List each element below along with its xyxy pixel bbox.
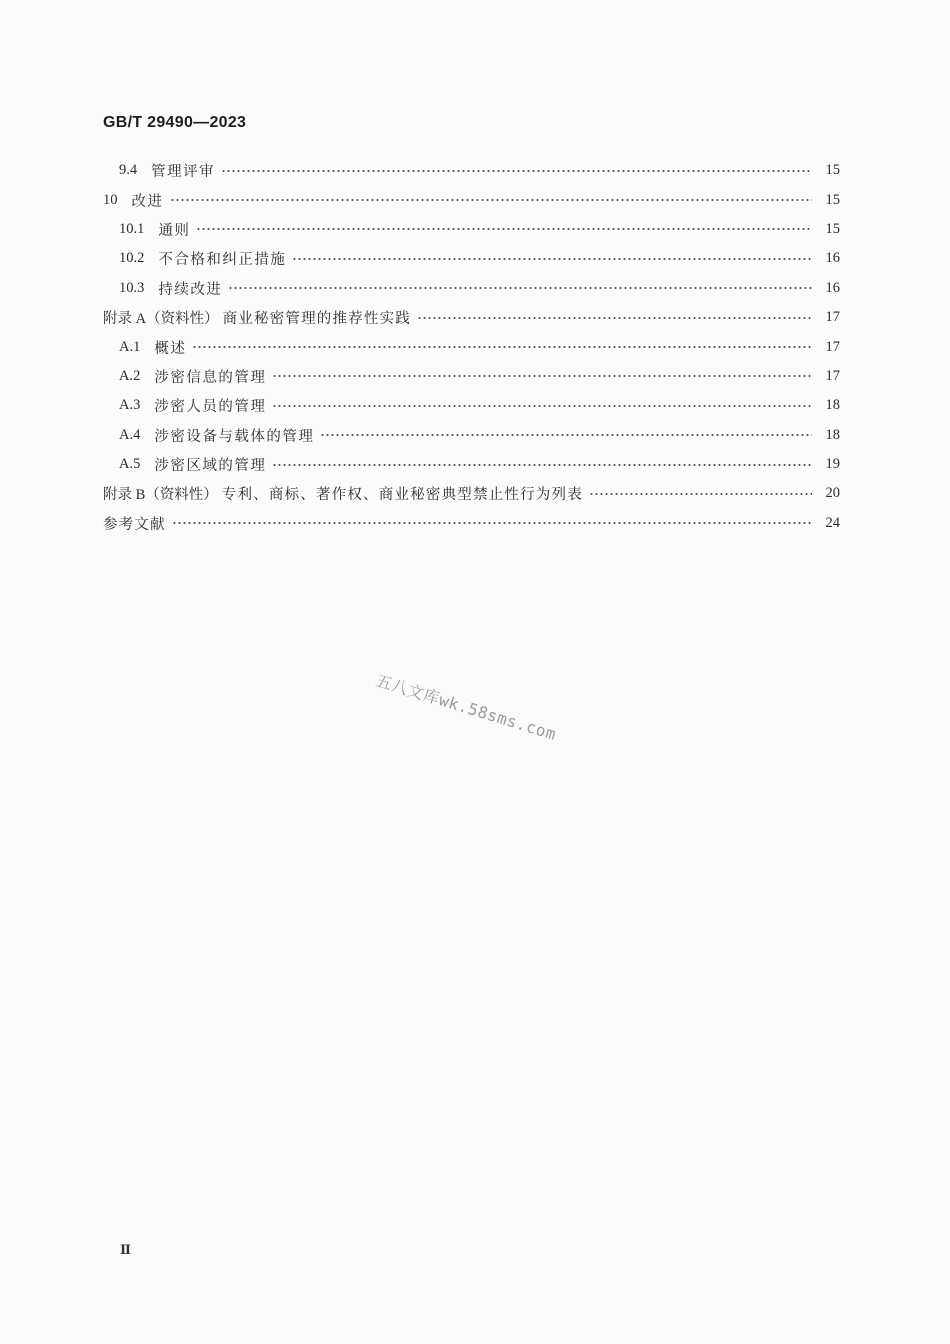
toc-entry-title: 涉密人员的管理 <box>154 399 267 416</box>
toc-entry-number: 10.3 <box>119 279 145 296</box>
toc-entry-title: 改进 <box>131 193 164 210</box>
toc-entry[interactable] <box>103 362 840 391</box>
toc-entry-page: 20 <box>825 485 840 502</box>
toc-leader-dots <box>172 516 812 530</box>
toc-entry-number: A.3 <box>119 397 141 414</box>
toc-entry-title: 不合格和纠正措施 <box>158 252 287 269</box>
toc-entry[interactable] <box>103 421 840 450</box>
toc-entry-number: 10.1 <box>119 220 145 237</box>
toc-entry[interactable] <box>103 274 840 303</box>
toc-leader-dots <box>272 369 812 383</box>
toc-entry-title: 涉密设备与载体的管理 <box>154 428 315 445</box>
toc-entry-page: 15 <box>825 191 840 208</box>
toc-entry[interactable] <box>103 391 840 420</box>
toc-entry-title: 商业秘密管理的推荐性实践 <box>222 311 412 328</box>
toc-entry-page: 15 <box>825 220 840 237</box>
toc-entry-bibliography[interactable] <box>103 509 840 538</box>
toc-entry-number: 9.4 <box>119 162 138 179</box>
toc-entry[interactable] <box>103 156 840 185</box>
toc-entry-page: 24 <box>825 514 840 531</box>
toc-entry-number: 附录 A（资料性） <box>103 311 219 328</box>
toc-leader-dots <box>272 399 812 413</box>
toc-entry[interactable] <box>103 215 840 244</box>
toc-entry-page: 17 <box>825 338 840 355</box>
toc-leader-dots <box>589 487 812 501</box>
toc-leader-dots <box>417 311 812 325</box>
toc-leader-dots <box>320 428 812 442</box>
toc-entry-title: 概述 <box>154 340 187 357</box>
toc-entry-number: 10 <box>103 191 118 208</box>
toc-entry-page: 19 <box>825 456 840 473</box>
toc-leader-dots <box>228 281 812 295</box>
toc-entry-title: 涉密信息的管理 <box>154 369 267 386</box>
toc-entry-title: 通则 <box>158 222 191 239</box>
toc-entry[interactable] <box>103 332 840 361</box>
toc-entry[interactable] <box>103 244 840 273</box>
toc-entry-page: 18 <box>825 426 840 443</box>
page-number: Ⅱ <box>120 1242 131 1257</box>
toc-entry-page: 16 <box>825 250 840 267</box>
watermark-text: 五八文库wk.58sms.com <box>373 670 559 744</box>
toc-entry-number: A.2 <box>119 367 141 384</box>
toc-entry-page: 15 <box>825 162 840 179</box>
toc-entry-annex-a[interactable] <box>103 303 840 332</box>
toc-entry-page: 17 <box>825 367 840 384</box>
toc-entry[interactable] <box>103 185 840 214</box>
toc-entry-title: 涉密区域的管理 <box>154 458 267 475</box>
table-of-contents <box>103 156 840 538</box>
toc-entry-page: 16 <box>825 279 840 296</box>
toc-leader-dots <box>292 252 812 266</box>
toc-entry-annex-b[interactable] <box>103 479 840 508</box>
toc-leader-dots <box>170 193 813 207</box>
toc-leader-dots <box>221 164 812 178</box>
toc-entry-page: 18 <box>825 397 840 414</box>
toc-entry[interactable] <box>103 450 840 479</box>
toc-entry-title: 管理评审 <box>151 164 216 181</box>
standard-number-header: GB/T 29490—2023 <box>103 114 247 131</box>
toc-entry-number: 10.2 <box>119 250 145 267</box>
toc-entry-title: 持续改进 <box>158 281 223 298</box>
toc-leader-dots <box>272 458 812 472</box>
toc-entry-title: 专利、商标、著作权、商业秘密典型禁止性行为列表 <box>221 487 583 504</box>
toc-leader-dots <box>196 222 812 236</box>
toc-leader-dots <box>192 340 812 354</box>
toc-entry-page: 17 <box>825 309 840 326</box>
toc-entry-number: A.1 <box>119 338 141 355</box>
toc-entry-number: A.4 <box>119 426 141 443</box>
toc-entry-title: 参考文献 <box>103 516 166 533</box>
toc-entry-number: 附录 B（资料性） <box>103 487 218 504</box>
toc-entry-number: A.5 <box>119 456 141 473</box>
